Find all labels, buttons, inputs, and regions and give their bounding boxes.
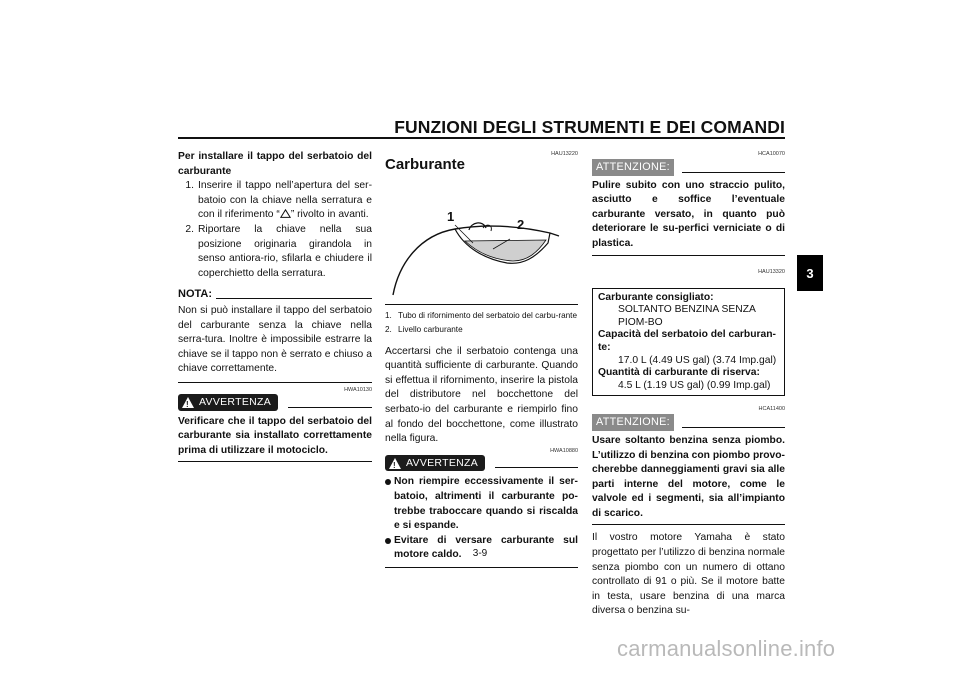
caution-text: Usare soltanto benzina senza piombo. L’utilizzo di benzina con piombo provo-cherebbe danneggiamenti gravi sia alle parti interne del motore, come le valvole ed i segmenti, sia all’impianto di scarico. xyxy=(592,434,785,526)
spec-capacity-label: Capacità del serbatoio del carburan-te: xyxy=(598,329,776,353)
chapter-tab: 3 xyxy=(797,255,823,291)
warning-triangle-icon xyxy=(389,458,401,469)
caution-heading xyxy=(592,159,785,176)
step-number: 2. xyxy=(185,223,194,235)
warning-text: Verificare che il tappo del serbatoio del carburante sia installato correttamente prima di utilizzare il motociclo. xyxy=(178,415,372,463)
warning-rule xyxy=(495,467,578,468)
triangle-mark-icon xyxy=(280,209,291,220)
note-heading xyxy=(178,287,372,302)
note-text: Non si può installare il tappo del serbatoio del carburante senza la chiave nella serra-tura. Inoltre è impossibile estrarre la chiave se il tappo non è serrato e chiuso a chiave correttamente. xyxy=(178,304,372,375)
step-text: Riportare la chiave nella sua posizione originaria girandola in senso antiora-rio, sfilarla e chiudere il coperchietto della serratura. xyxy=(198,223,372,279)
spec-reserve-value: 4.5 L (1.19 US gal) (0.99 Imp.gal) xyxy=(618,379,771,391)
spec-capacity-value: 17.0 L (4.49 US gal) (3.74 Imp.gal) xyxy=(618,354,777,366)
caution-heading xyxy=(592,414,785,431)
spec-reserve-label: Quantità di carburante di riserva: xyxy=(598,367,760,379)
install-heading: Per installare il tappo del serbatoio del carburante xyxy=(178,151,372,177)
warning-heading xyxy=(178,394,372,411)
fuel-tank-illustration xyxy=(385,173,578,298)
caption-text: Tubo di rifornimento del serbatoio del carbu-rante xyxy=(398,310,578,320)
warning-badge xyxy=(178,394,278,411)
title-underline xyxy=(178,137,785,139)
watermark: carmanualsonline.info xyxy=(617,636,836,661)
bullet-text: Non riempire eccessivamente il ser-batoio, altrimenti il carburante po-trebbe traboccare quando si riscalda e si espande. xyxy=(394,476,578,532)
caption-1 xyxy=(385,310,578,321)
step-text xyxy=(198,179,372,223)
bullet-text: Evitare di versare carburante sul motore caldo. xyxy=(394,534,578,561)
spec-fuel-label: Carburante consigliato: xyxy=(598,291,714,303)
middle-column xyxy=(385,150,578,568)
warning-badge xyxy=(385,455,485,472)
caution-badge: ATTENZIONE: xyxy=(592,159,674,176)
warning-label: AVVERTENZA xyxy=(406,456,479,469)
step-text-after: ” rivolto in avanti. xyxy=(290,209,369,221)
caution-rule xyxy=(682,172,785,173)
warning-triangle-icon xyxy=(182,397,194,408)
callout-1: 1 xyxy=(447,208,455,224)
warning-code: HWA10880 xyxy=(550,447,578,454)
section-title: Carburante xyxy=(385,156,466,173)
caution-rule xyxy=(682,427,785,428)
figure-captions xyxy=(385,304,578,335)
fuel-body-text: Accertarsi che il serbatoio contenga una quantità sufficiente di carburante. Quando si effettua il rifornimento, inserire la pistola del distributore nel bocchettone del serbato-io del carburante e riempirlo fino al fondo del bocchettone, come illustrato nella figura. xyxy=(385,345,578,445)
caption-number: 2. xyxy=(385,324,392,334)
fuel-spec-box xyxy=(592,288,785,397)
note-end-rule xyxy=(178,382,372,383)
section-code: HAU13220 xyxy=(551,151,578,157)
caution-text: Pulire subito con uno straccio pulito, asciutto e soffice l’eventuale carburante versato, in quanto può deteriorare le su-perfici verniciate o di plastica. xyxy=(592,179,785,256)
right-column xyxy=(592,150,785,619)
spec-fuel-value: SOLTANTO BENZINA SENZA PIOM-BO xyxy=(618,304,756,328)
step-1 xyxy=(178,179,372,223)
note-label: NOTA: xyxy=(178,288,213,301)
note-rule xyxy=(216,298,372,299)
callout-2: 2 xyxy=(517,216,525,232)
engine-body-text: Il vostro motore Yamaha è stato progettato per l’utilizzo di benzina normale senza piombo con un numero di ottano controllato di 91 o più. Se il motore batte in testa, usare benzina di una marca diversa o benzina su- xyxy=(592,532,785,617)
caption-2 xyxy=(385,324,578,335)
page-number: 3-9 xyxy=(472,548,488,559)
bullet-dot-icon xyxy=(385,475,394,533)
step-text-before: Inserire il tappo nell’apertura del ser-batoio con la chiave nella serratura e con il riferimento “ xyxy=(198,180,372,221)
caution-badge: ATTENZIONE: xyxy=(592,414,674,431)
bullet-item xyxy=(385,475,578,533)
warning-code: HWA10130 xyxy=(344,386,372,393)
fuel-tank-drawing xyxy=(385,173,578,298)
warning-label: AVVERTENZA xyxy=(199,395,272,408)
warning-heading xyxy=(385,455,578,472)
caution-code: HCA10070 xyxy=(758,151,785,157)
page-title: FUNZIONI DEGLI STRUMENTI E DEI COMANDI xyxy=(394,117,785,137)
step-number: 1. xyxy=(185,180,194,192)
warning-rule xyxy=(288,407,372,408)
bullet-dot-icon xyxy=(385,534,394,563)
caution-code: HCA11400 xyxy=(758,406,785,413)
left-column xyxy=(178,150,372,462)
step-2 xyxy=(178,223,372,281)
spec-code: HAU13320 xyxy=(758,268,785,275)
caption-number: 1. xyxy=(385,310,392,320)
caption-text: Livello carburante xyxy=(398,324,463,334)
